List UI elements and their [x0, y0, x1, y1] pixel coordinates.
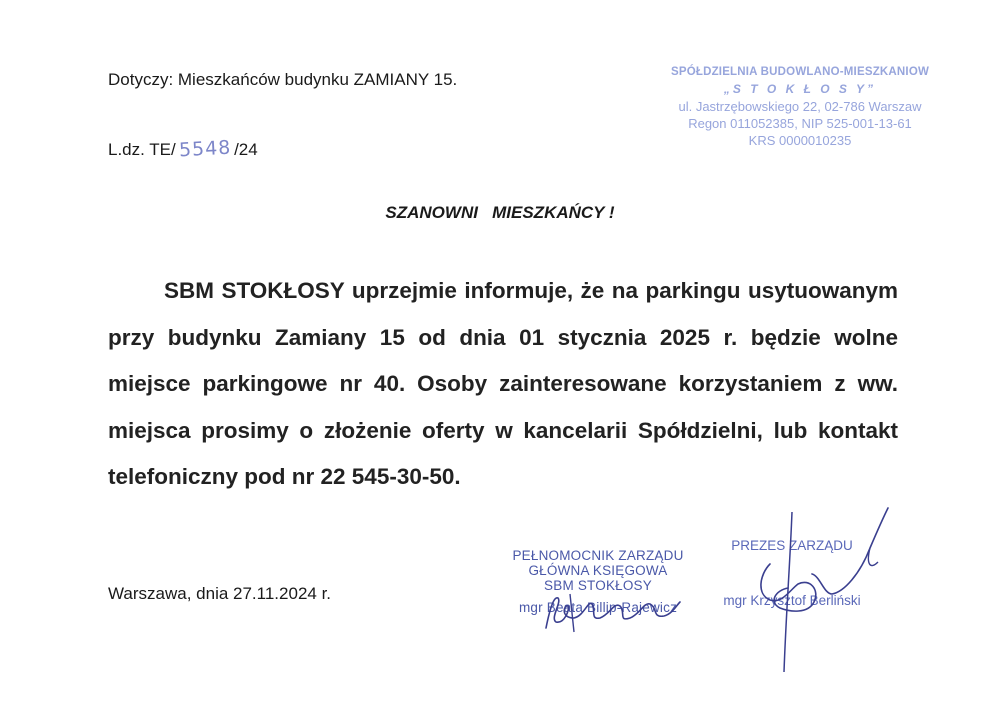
- stamp-org-name: SPÓŁDZIELNIA BUDOWLANO-MIESZKANIOW: [670, 66, 930, 78]
- place-and-date: Warszawa, dnia 27.11.2024 r.: [108, 584, 332, 603]
- reference-number: [108, 138, 258, 160]
- handwritten-signature-2: [720, 504, 920, 679]
- signatory2-title: PREZES ZARZĄDU: [731, 538, 853, 553]
- announcement-body: SBM STOKŁOSY uprzejmie informuje, że na parkingu usytuowanym przy budynku Zamiany 15 od dnia 01 stycznia 2025 r. będzie wolne miejsce parkingowe nr 40. Osoby zainteresowane korzystaniem z ww. miejsca prosimy o złożenie oferty w kancelarii Spółdzielni, lub kontakt telefoniczny pod nr 22 545-30-50.: [108, 278, 898, 489]
- regarding-line: Dotyczy: Mieszkańców budynku ZAMIANY 15.: [108, 70, 458, 89]
- reference-suffix: /24: [234, 140, 258, 159]
- stamp-krs: KRS 0000010235: [748, 133, 852, 148]
- stamp-address: ul. Jastrzębowskiego 22, 02-786 Warszaw: [678, 99, 922, 114]
- organization-stamp: [640, 64, 960, 149]
- signatory1-line3: SBM STOKŁOSY: [544, 578, 652, 593]
- signatory1-line2: GŁÓWNA KSIĘGOWA: [528, 563, 668, 578]
- signatory2-name: mgr Krzysztof Berliński: [723, 593, 861, 608]
- signatory1-line1: PEŁNOMOCNIK ZARZĄDU: [512, 548, 684, 563]
- stamp-org-short-name: „S T O K Ł O S Y”: [723, 82, 877, 96]
- salutation: [0, 203, 1000, 223]
- salutation-text: SZANOWNI MIESZKAŃCY !: [385, 203, 615, 222]
- handwritten-reference-number: 5548: [178, 136, 232, 162]
- handwritten-signature-1: [540, 588, 690, 638]
- stamp-ids: Regon 011052385, NIP 525-001-13-61: [688, 116, 912, 131]
- reference-prefix: L.dz. TE/: [108, 140, 176, 159]
- signatory1-name: mgr Beata Billip-Rajewicz: [518, 600, 678, 615]
